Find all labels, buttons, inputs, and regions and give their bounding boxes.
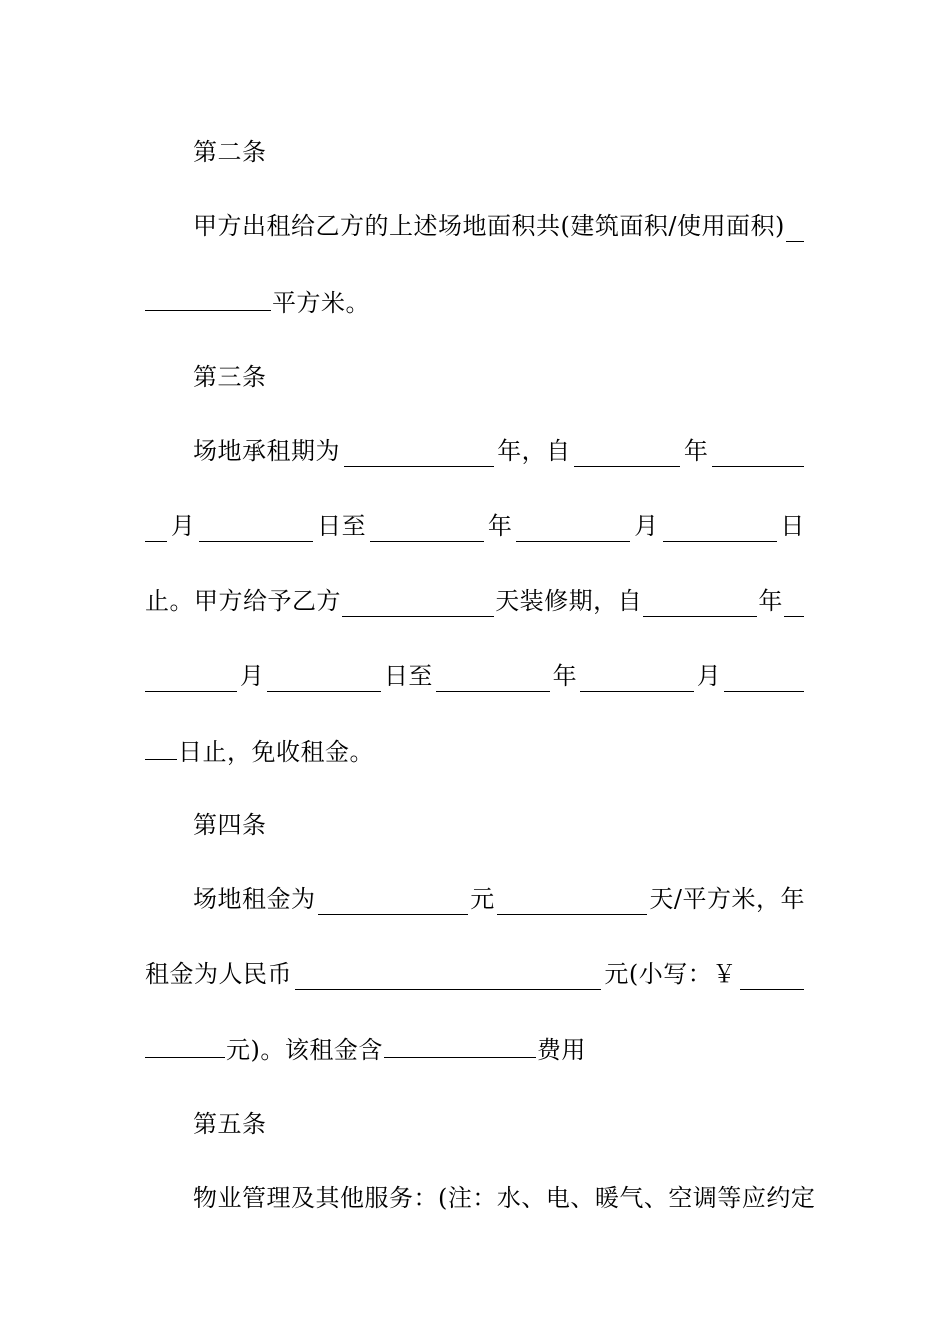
- article-4-line-2: [145, 958, 805, 990]
- annual-rent-figure-blank[interactable]: [740, 965, 804, 990]
- renovation-start-month-blank-cont[interactable]: [145, 667, 237, 692]
- article-3-line-2: [145, 510, 805, 542]
- month-label: 月: [634, 512, 659, 540]
- lease-start-month-blank-cont[interactable]: [145, 517, 167, 542]
- renovation-end-day-blank-cont[interactable]: [145, 735, 177, 760]
- year-label: 年: [487, 512, 513, 540]
- month-label: 月: [239, 662, 265, 690]
- lease-from-label: 年，自: [497, 437, 571, 465]
- rent-label: 场地租金为: [193, 885, 316, 913]
- lease-start-year-blank[interactable]: [574, 442, 680, 467]
- renovation-start-day-blank[interactable]: [267, 667, 381, 692]
- article-3-line-4: [145, 660, 805, 692]
- article-3-line-1: [193, 435, 805, 467]
- article-4-line-3: [145, 1033, 805, 1066]
- renovation-end-year-blank[interactable]: [436, 667, 550, 692]
- to-label: 日至: [317, 512, 367, 540]
- lease-end-month-blank[interactable]: [516, 517, 630, 542]
- yuan-label: 元: [470, 885, 495, 913]
- area-blank[interactable]: [786, 217, 804, 242]
- lease-start-month-blank[interactable]: [712, 442, 804, 467]
- lease-term-blank[interactable]: [344, 442, 494, 467]
- month-label: 月: [170, 512, 196, 540]
- lease-end-day-blank[interactable]: [663, 517, 777, 542]
- renovation-start-month-blank[interactable]: [784, 592, 804, 617]
- fees-label: 费用: [536, 1036, 586, 1064]
- included-fees-blank[interactable]: [384, 1033, 536, 1058]
- article-2-text: 甲方出租给乙方的上述场地面积共(建筑面积/使用面积): [193, 212, 785, 240]
- lease-end-year-blank[interactable]: [370, 517, 484, 542]
- article-4-line-1: [193, 883, 805, 915]
- annual-rent-figure-blank-cont[interactable]: [145, 1033, 225, 1058]
- area-unit: 平方米。: [272, 289, 370, 317]
- lease-start-day-blank[interactable]: [199, 517, 313, 542]
- article-5-heading: 第五条: [193, 1110, 267, 1138]
- rent-unit-label: 天/平方米，年: [649, 885, 805, 913]
- article-4-heading: 第四条: [193, 811, 267, 839]
- renovation-end-day-blank[interactable]: [724, 667, 804, 692]
- article-3-line-5: [145, 735, 805, 768]
- month-label: 月: [696, 662, 722, 690]
- renovation-start-year-blank[interactable]: [643, 592, 757, 617]
- year-label: 年: [552, 662, 578, 690]
- renovation-end-month-blank[interactable]: [580, 667, 694, 692]
- year-label: 年: [683, 437, 709, 465]
- article-2-heading: 第二条: [193, 138, 267, 166]
- article-2-line-1: [193, 210, 805, 242]
- annual-rent-label: 租金为人民币: [145, 960, 292, 988]
- renovation-from-label: 天装修期，自: [495, 587, 643, 615]
- annual-rent-figure-label: 元(小写：￥: [604, 960, 737, 988]
- rent-free-text: 日止，免收租金。: [178, 738, 374, 766]
- article-3-line-3: [145, 585, 805, 617]
- rent-amount-blank[interactable]: [318, 890, 468, 915]
- renovation-days-blank[interactable]: [342, 592, 494, 617]
- annual-rent-rmb-blank[interactable]: [295, 965, 601, 990]
- year-label: 年: [758, 587, 783, 615]
- renovation-label: 止。甲方给予乙方: [145, 587, 341, 615]
- to-label: 日至: [383, 662, 433, 690]
- article-2-line-2: [145, 286, 805, 319]
- rent-includes-label: 元)。该租金含: [226, 1036, 383, 1064]
- rent-period-blank[interactable]: [497, 890, 647, 915]
- area-blank-cont[interactable]: [145, 286, 271, 311]
- day-label: 日: [780, 512, 805, 540]
- article-3-heading: 第三条: [193, 363, 267, 391]
- lease-term-label: 场地承租期为: [193, 437, 340, 465]
- article-5-line-1: 物业管理及其他服务：(注：水、电、暖气、空调等应约定: [193, 1184, 816, 1212]
